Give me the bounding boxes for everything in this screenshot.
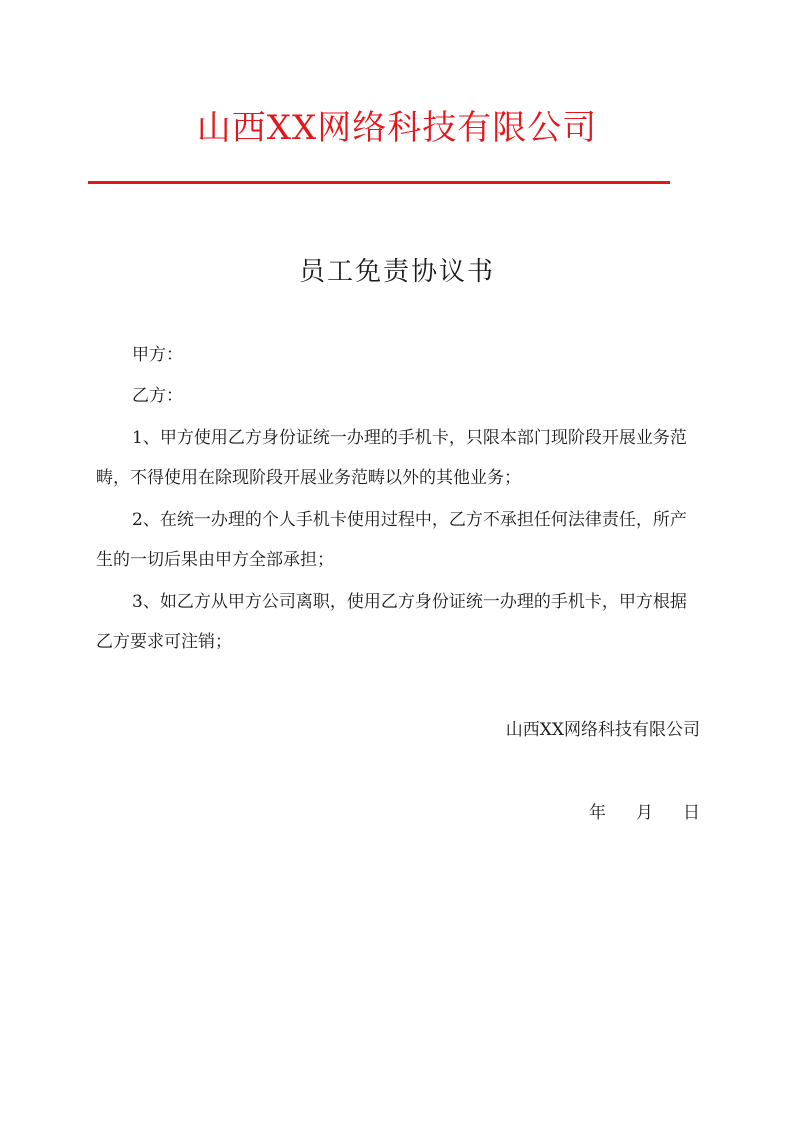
date-month-label: 月 bbox=[636, 803, 653, 823]
date-day-label: 日 bbox=[683, 803, 700, 823]
clause-2: 2、在统一办理的个人手机卡使用过程中，乙方不承担任何法律责任，所产生的一切后果由甲方全部承担； bbox=[96, 510, 687, 570]
party-a-label: 甲方： bbox=[132, 345, 183, 365]
clause-3: 3、如乙方从甲方公司离职，使用乙方身份证统一办理的手机卡，甲方根据乙方要求可注销； bbox=[96, 592, 687, 652]
document-title: 员工免责协议书 bbox=[298, 257, 495, 287]
date-line bbox=[96, 795, 700, 831]
signature-company-name: 山西XX网络科技有限公司 bbox=[505, 720, 700, 740]
party-b-label: 乙方： bbox=[132, 386, 183, 406]
date-year-label: 年 bbox=[589, 803, 606, 823]
letterhead-company-name: 山西XX网络科技有限公司 bbox=[196, 108, 598, 148]
letterhead-divider bbox=[88, 181, 670, 184]
clause-1: 1、甲方使用乙方身份证统一办理的手机卡，只限本部门现阶段开展业务范畴，不得使用在除现阶段开展业务范畴以外的其他业务； bbox=[96, 428, 687, 488]
